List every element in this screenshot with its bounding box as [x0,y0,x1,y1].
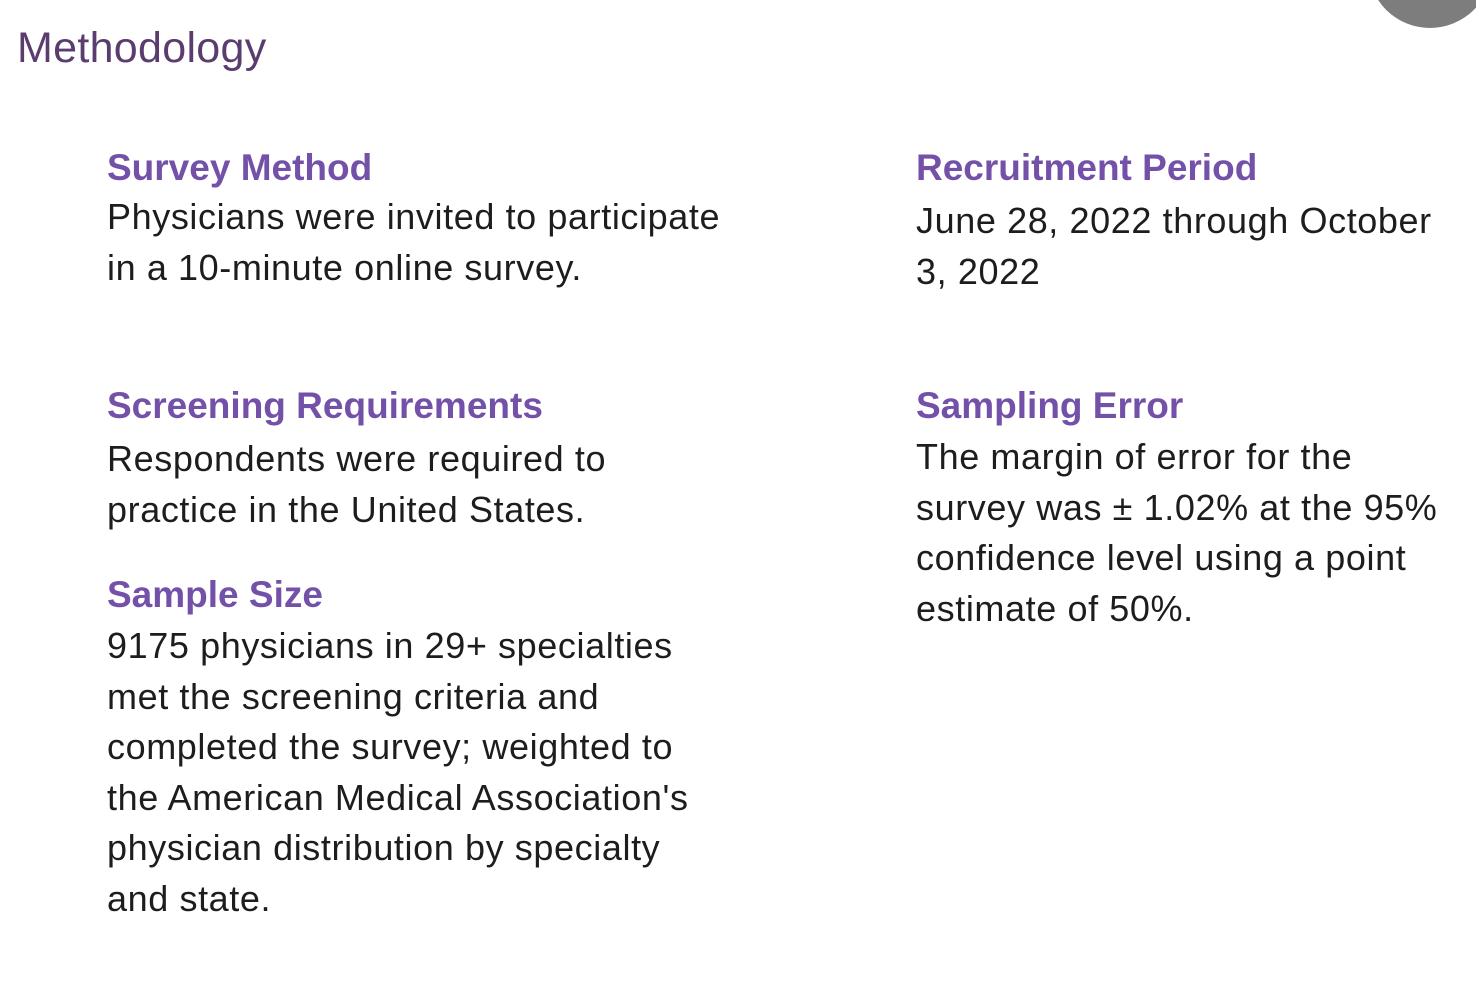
recruitment-period-heading: Recruitment Period [916,147,1258,188]
sample-size-text: 9175 physicians in 29+ specialties met the screening criteria and completed the survey; weighted to the American Medical Association's physician distribution by specialty and state. [107,625,689,919]
screening-requirements-text: Respondents were required to practice in the United States. [107,438,607,530]
recruitment-period-section [916,146,1456,297]
survey-method-section [107,146,727,293]
screening-requirements-section [107,384,727,535]
corner-circle-decoration [1368,0,1476,28]
page-title: Methodology [17,24,267,72]
sampling-error-text: The margin of error for the survey was ± 1.02% at the 95% confidence level using a point estimate of 50%. [916,436,1438,629]
sample-size-section [107,573,727,924]
sampling-error-section [916,384,1456,634]
sampling-error-heading: Sampling Error [916,385,1184,426]
survey-method-text: Physicians were invited to participate in a 10-minute online survey. [107,196,721,288]
sample-size-heading: Sample Size [107,574,323,615]
survey-method-heading: Survey Method [107,147,373,188]
screening-requirements-heading: Screening Requirements [107,385,543,426]
recruitment-period-text: June 28, 2022 through October 3, 2022 [916,200,1432,292]
